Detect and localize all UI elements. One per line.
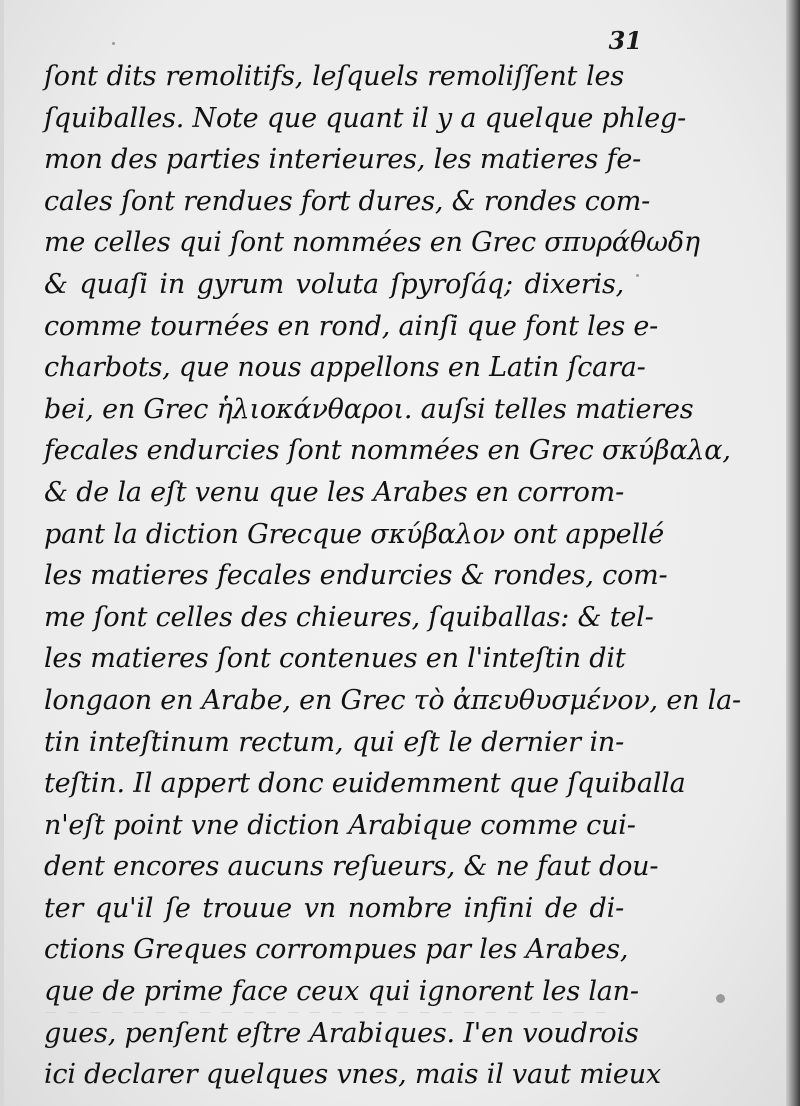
text-line: tin inteſtinum rectum, qui eſt le dernier in-	[44, 726, 624, 758]
text-line: bei, en Grec ἡλιοκάνθαροι. auſsi telles matieres	[44, 393, 694, 425]
text-line: fecales endurcies ſont nommées en Grec σκύβαλα,	[44, 435, 731, 467]
text-line: cales ſont rendues fort dures, & rondes com-	[44, 185, 651, 217]
paper-speck	[112, 42, 115, 45]
text-line: dent encores aucuns reſueurs, & ne faut dou-	[44, 851, 659, 883]
text-line: charbots, que nous appellons en Latin ſcara-	[44, 352, 646, 384]
text-line: longaon en Arabe, en Grec τὸ ἀπευθυσμένον, en la-	[44, 684, 741, 716]
page-edge-left	[0, 0, 4, 1106]
text-line: teſtin. Il appert donc euidemment que ſquiballa	[44, 768, 686, 800]
page-edge-right	[786, 0, 800, 1106]
text-line: & quaſi in gyrum voluta ſpyroſáq; dixeris,	[44, 268, 624, 300]
text-line: n'eſt point vne diction Arabique comme cui-	[44, 809, 636, 841]
text-block	[44, 56, 741, 1096]
text-line: que de prime face ceux qui ignorent les lan-	[44, 976, 639, 1008]
text-line: les matieres ſont contenues en l'inteſtin dit	[44, 643, 626, 675]
show-through-mark	[46, 1012, 606, 1013]
page-number: 31	[608, 26, 642, 55]
text-line: les matieres fecales endurcies & rondes, com-	[44, 560, 668, 592]
text-line: me celles qui ſont nommées en Grec σπυράθωδη	[44, 227, 700, 259]
paper-speck	[636, 274, 639, 277]
text-line: ſont dits remolitifs, leſquels remoliſſent les	[44, 61, 624, 92]
text-line: ctions Greques corrompues par les Arabes,	[44, 934, 629, 966]
text-line: gues, penſent eſtre Arabiques. I'en voudrois	[44, 1017, 639, 1049]
text-line: ici declarer quelques vnes, mais il vaut mieux	[44, 1059, 661, 1091]
text-line: mon des parties interieures, les matieres fe-	[44, 144, 642, 176]
text-line: pant la diction Grecque σκύβαλον ont appellé	[44, 518, 665, 550]
text-line: me ſont celles des chieures, ſquiballas: & tel-	[44, 601, 654, 633]
text-line: & de la eſt venu que les Arabes en corrom-	[44, 476, 624, 508]
text-line: comme tournées en rond, ainſi que font les e-	[44, 310, 659, 342]
text-line: ſquiballes. Note que quant il y a quelque phleg-	[44, 102, 687, 134]
paper-speck	[716, 994, 725, 1003]
text-line: ter qu'il ſe trouue vn nombre infini de di-	[44, 892, 624, 924]
